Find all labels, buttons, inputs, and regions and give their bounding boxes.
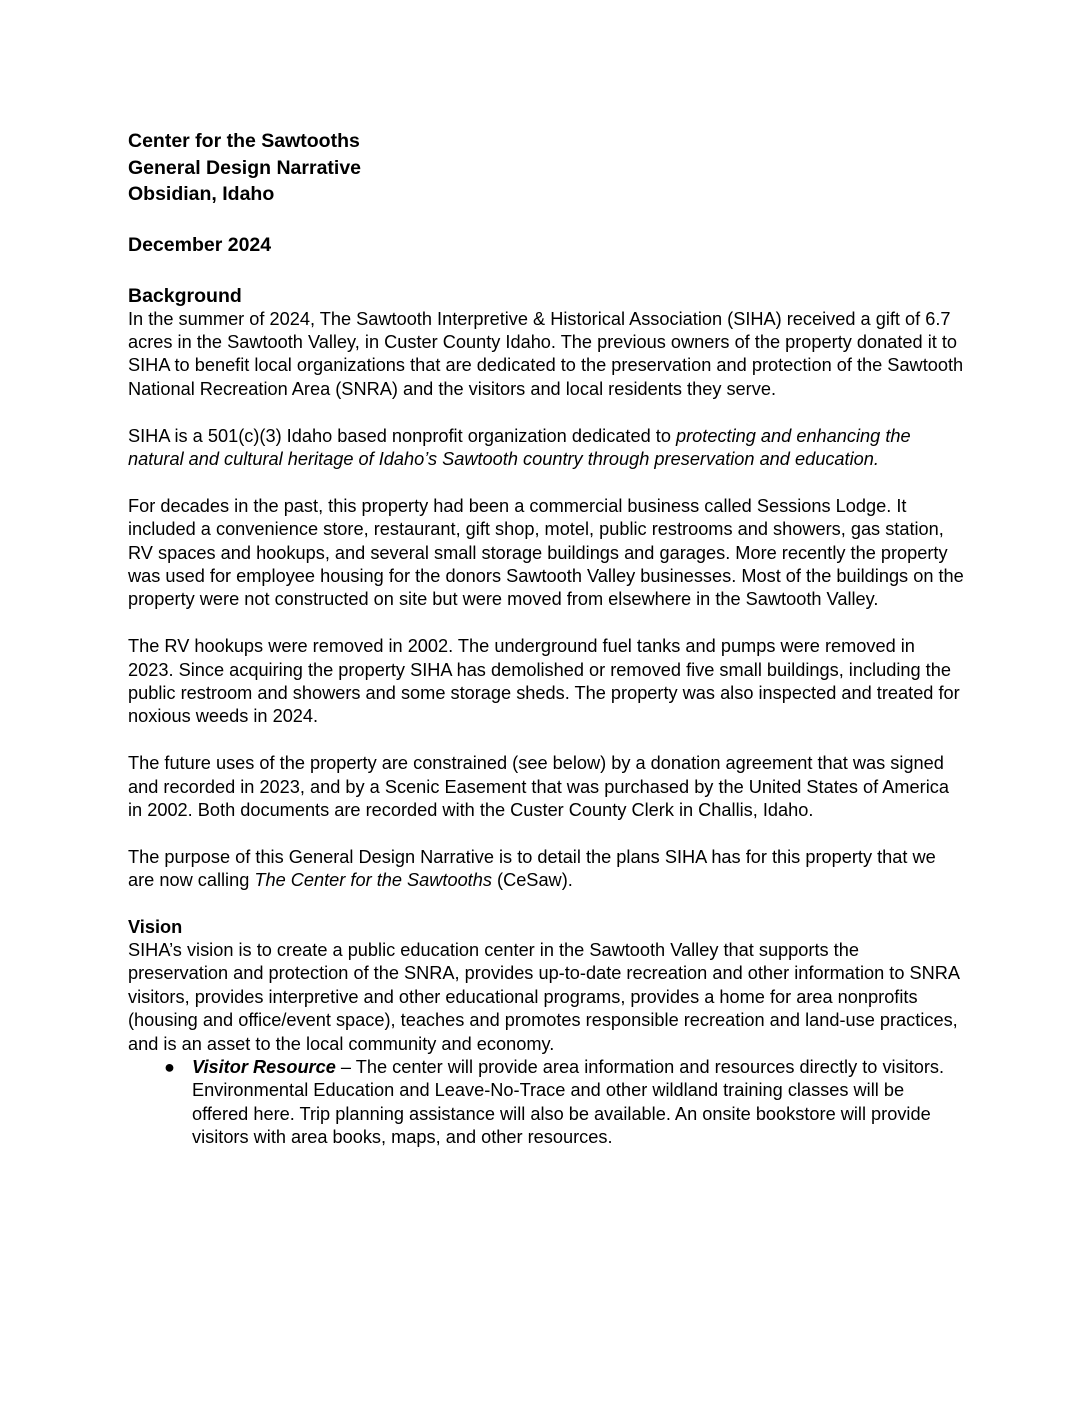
vision-bullet-list (128, 1056, 964, 1150)
background-paragraph-2 (128, 425, 964, 472)
section-heading-background: Background (128, 284, 242, 307)
background-paragraph-5: The future uses of the property are constrained (see below) by a donation agreement that was signed and recorded in 2023, and by a Scenic Easement that was purchased by the United States of America in 2002. Both documents are recorded with the Custer County Clerk in Challis, Idaho. (128, 753, 949, 820)
heading-line-3: Obsidian, Idaho (128, 183, 275, 205)
center-name: The Center for the Sawtooths (254, 870, 492, 891)
bullet-label: Visitor Resource (192, 1057, 336, 1078)
background-paragraph-6 (128, 846, 964, 893)
bullet-icon: ● (164, 1057, 175, 1078)
mission-statement: protecting and enhancing the natural and cultural heritage of Idaho’s Sawtooth country through preservation and education. (128, 425, 911, 469)
heading-line-2: General Design Narrative (128, 156, 362, 179)
paragraph-6-suffix: (CeSaw). (491, 870, 573, 891)
background-paragraph-1: In the summer of 2024, The Sawtooth Interpretive & Historical Association (SIHA) received a gift of 6.7 acres in the Sawtooth Valley, in Custer County Idaho. The previous owners of the property donated it to SIHA to benefit local organizations that are dedicated to the preservation and protection of the Sawtooth National Recreation Area (SNRA) and the visitors and local residents they serve. (128, 308, 964, 399)
bullet-text: – The center will provide area information and resources directly to visitors. Environmental Education and Leave-No-Trace and other wildland training classes will be offered here. Trip planning assistance will also be available. An onsite bookstore will provide visitors with area books, maps, and other resources. (192, 1057, 945, 1148)
list-item (128, 1056, 964, 1150)
background-paragraph-4: The RV hookups were removed in 2002. The underground fuel tanks and pumps were removed in 2023. Since acquiring the property SIHA has demolished or removed five small buildings, including the public restroom and showers and some storage sheds. The property was also inspected and treated for noxious weeds in 2024. (128, 636, 960, 727)
heading-line-1: Center for the Sawtooths (128, 130, 360, 152)
vision-paragraph-1: SIHA’s vision is to create a public education center in the Sawtooth Valley that supports the preservation and protection of the SNRA, provides up-to-date recreation and other information to SNRA visitors, provides interpretive and other educational programs, provides a home for area nonprofits (housing and office/event space), teaches and promotes responsible recreation and land-use practices, and is an asset to the local community and economy. (128, 939, 960, 1054)
document-heading (128, 128, 964, 208)
paragraph-6-text: The purpose of this General Design Narrative is to detail the plans SIHA has for this property that we are now calling (128, 846, 936, 891)
section-heading-vision: Vision (128, 916, 183, 937)
document-date: December 2024 (128, 233, 272, 256)
document-body (128, 128, 964, 1150)
background-paragraph-3: For decades in the past, this property had been a commercial business called Sessions Lodge. It included a convenience store, restaurant, gift shop, motel, public restrooms and showers, gas station, RV spaces and hookups, and several small storage buildings and garages. More recently the property was used for employee housing for the donors Sawtooth Valley businesses. Most of the buildings on the property were not constructed on site but were moved from elsewhere in the Sawtooth Valley. (128, 495, 964, 610)
paragraph-2-text: SIHA is a 501(c)(3) Idaho based nonprofit organization dedicated to (128, 425, 676, 446)
